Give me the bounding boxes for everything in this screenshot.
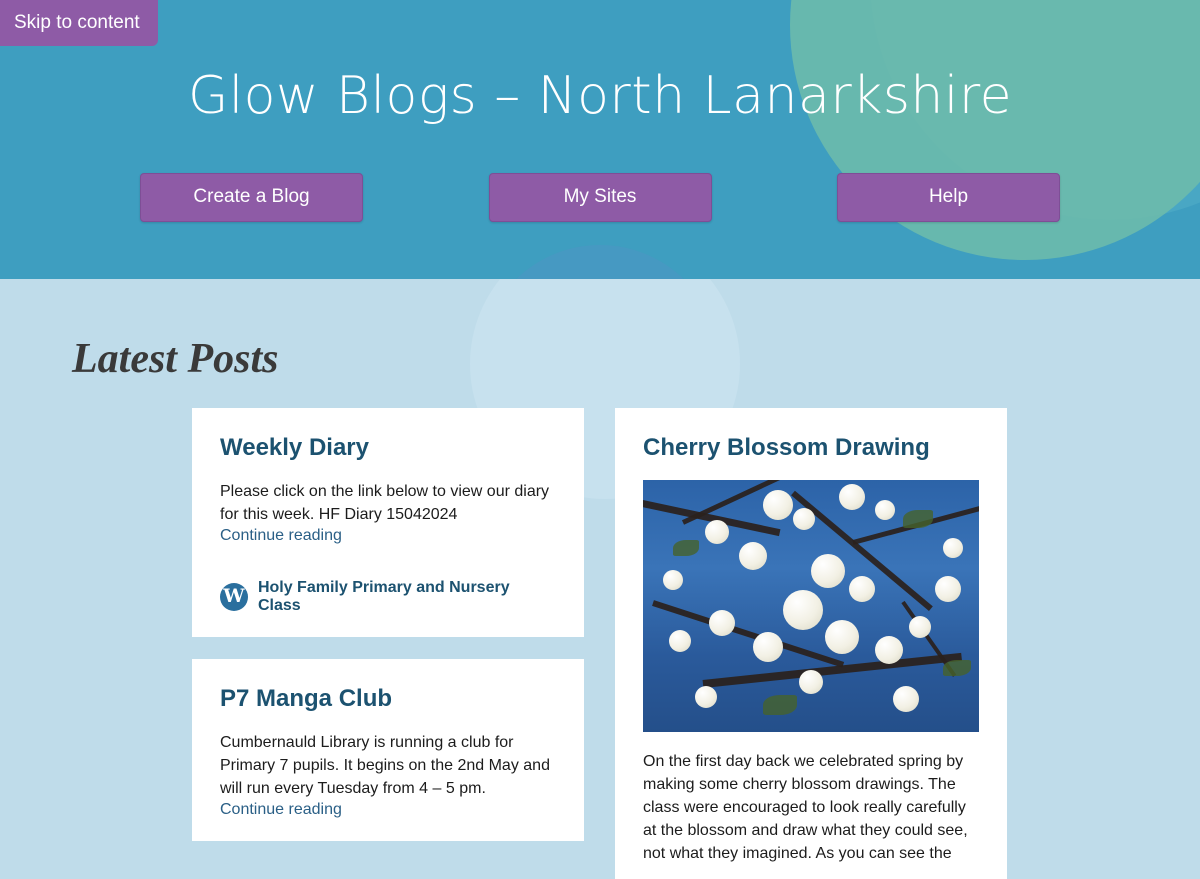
post-card-weekly-diary [192, 408, 584, 637]
page-title: Latest Posts [72, 336, 279, 382]
post-excerpt: On the first day back we celebrated spring by making some cherry blossom drawings. The class were encouraged to look really carefully at the blossom and draw what they could see, not what they imagined. As you can see the [643, 752, 968, 863]
posts-column-left [192, 408, 584, 863]
post-excerpt: Please click on the link below to view our diary for this week. HF Diary 15042024 [220, 482, 550, 523]
post-card-p7-manga-club [192, 659, 584, 841]
site-title: Glow Blogs – North Lanarkshire [187, 66, 1013, 126]
continue-reading-link[interactable]: Continue reading [220, 526, 342, 544]
posts-column-right [615, 408, 1007, 879]
nav-create-a-blog[interactable]: Create a Blog [140, 173, 363, 222]
blog-name-link[interactable]: Holy Family Primary and Nursery Class [257, 578, 510, 614]
main-content [0, 279, 1200, 879]
skip-to-content-link[interactable]: Skip to content [0, 0, 158, 46]
post-title[interactable]: Cherry Blossom Drawing [643, 434, 930, 461]
site-header [0, 0, 1200, 279]
decorative-circle-bottom [480, 245, 720, 279]
post-title[interactable]: Weekly Diary [220, 434, 369, 461]
cherry-blossom-photo [643, 480, 979, 732]
posts-grid [0, 383, 1200, 879]
nav-my-sites[interactable]: My Sites [489, 173, 712, 222]
post-byline [220, 579, 556, 615]
continue-reading-link[interactable]: Continue reading [220, 801, 342, 819]
post-card-cherry-blossom-drawing [615, 408, 1007, 879]
nav-help[interactable]: Help [837, 173, 1060, 222]
wordpress-icon: W [220, 583, 248, 611]
post-excerpt: Cumbernauld Library is running a club for Primary 7 pupils. It begins on the 2nd May and will run every Tuesday from 4 – 5 pm. [220, 733, 550, 797]
post-title[interactable]: P7 Manga Club [220, 684, 393, 712]
primary-navigation [140, 173, 1060, 222]
